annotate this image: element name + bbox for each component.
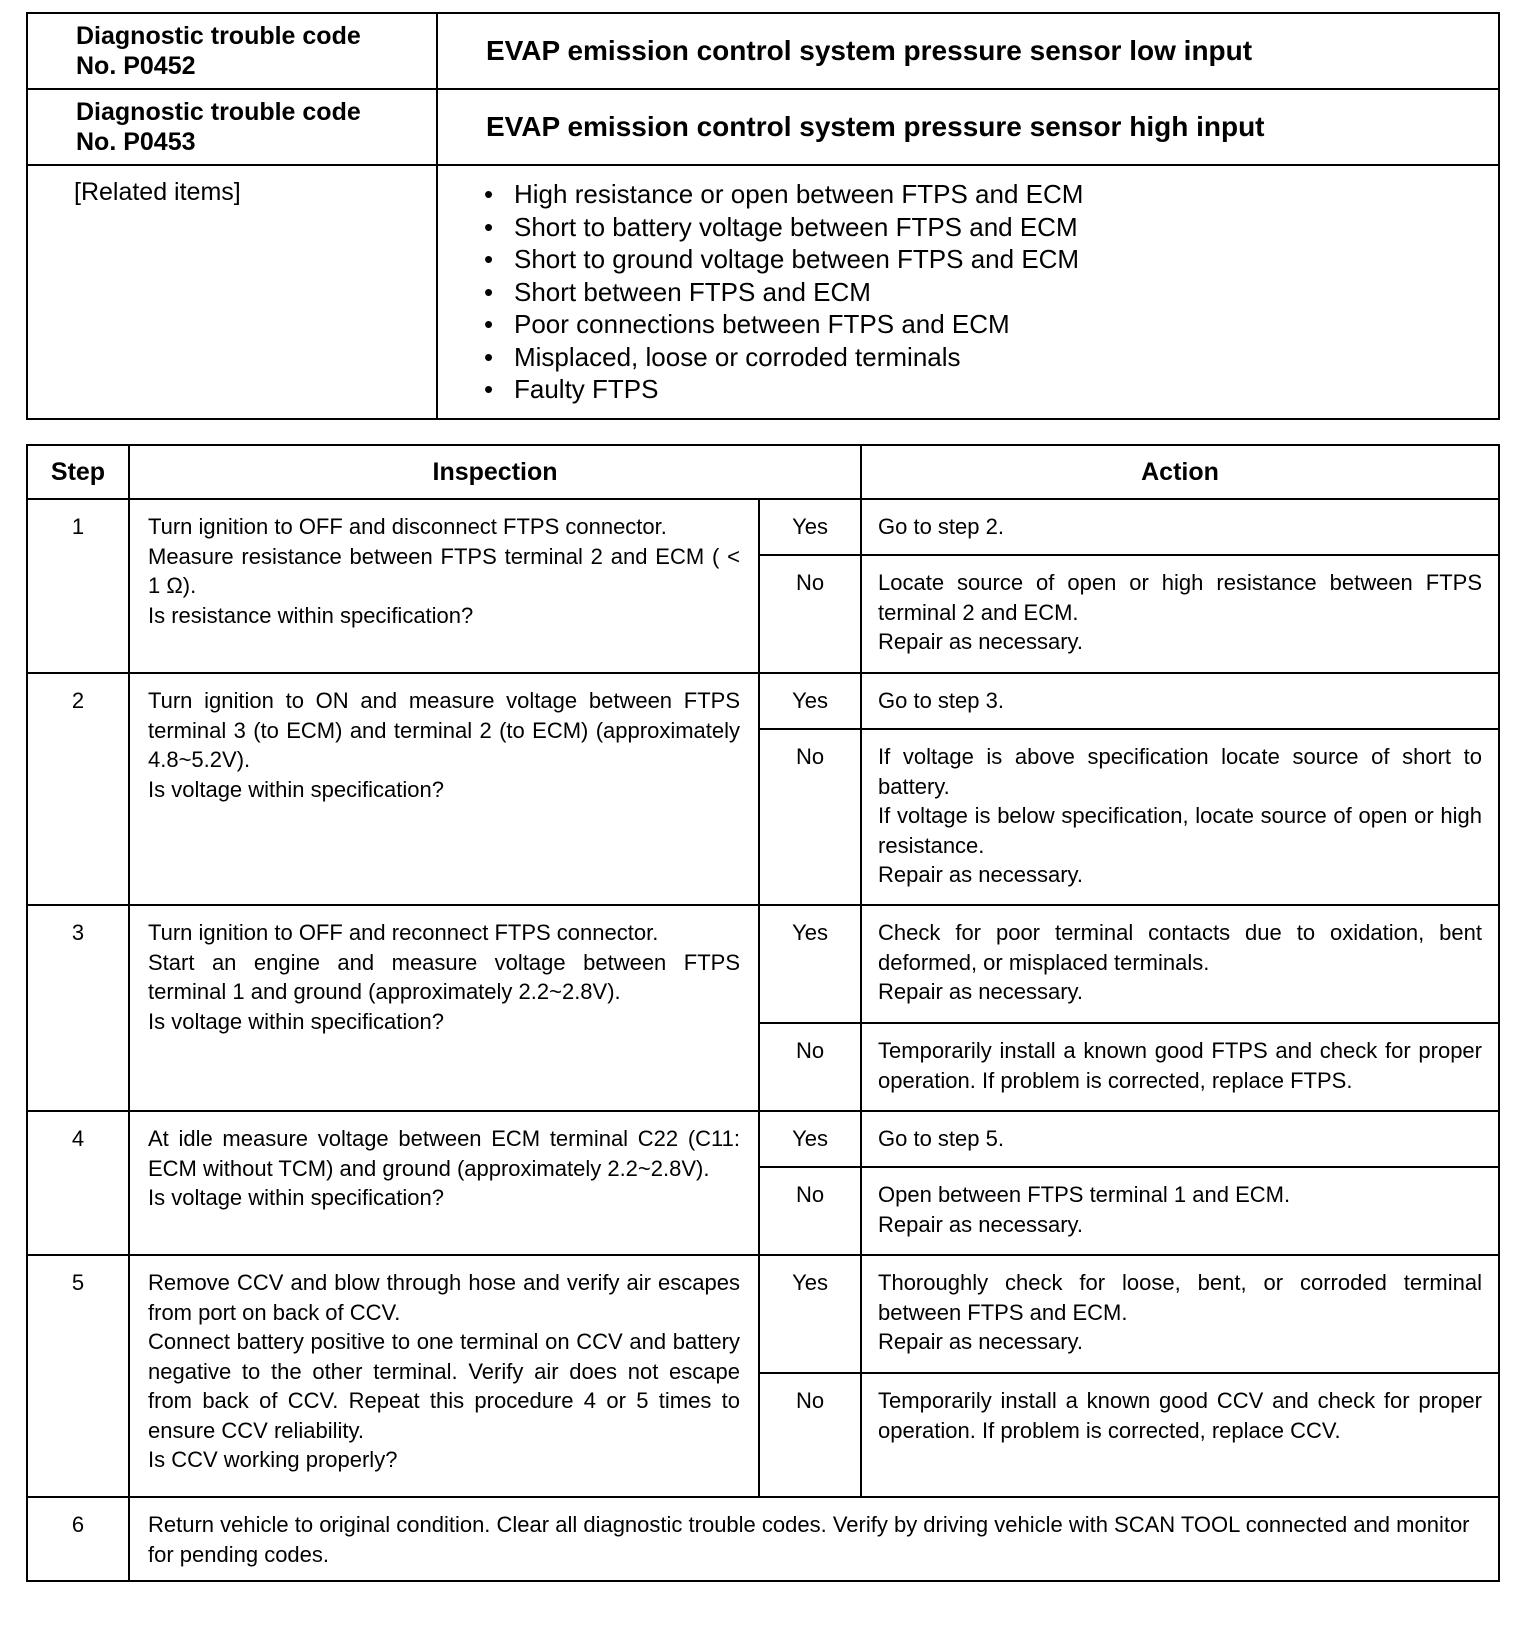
related-item: • High resistance or open between FTPS and ECM xyxy=(484,178,1498,211)
action-line: If voltage is below specification, locate source of open or high resistance. xyxy=(878,803,1482,858)
inspection-cell xyxy=(129,905,759,1111)
inspection-line: Is voltage within specification? xyxy=(148,1008,444,1034)
procedure-body xyxy=(27,499,1499,1581)
inspection-line: Is CCV working properly? xyxy=(148,1447,398,1472)
dtc-code: No. P0453 xyxy=(76,128,196,156)
action-line: Go to step 2. xyxy=(878,514,1004,539)
step-number: 2 xyxy=(27,673,129,905)
dtc-code: No. P0452 xyxy=(76,52,196,80)
dtc-title-p0453: EVAP emission control system pressure sensor high input xyxy=(437,89,1499,165)
dtc-row-p0452 xyxy=(27,13,1499,89)
dtc-label-p0453 xyxy=(27,89,437,165)
related-items-cell xyxy=(437,165,1499,419)
step-row-yes xyxy=(27,905,1499,1023)
inspection-line: Turn ignition to OFF and reconnect FTPS connector. xyxy=(148,920,659,945)
no-label: No xyxy=(759,729,861,905)
action-column-header: Action xyxy=(861,445,1499,499)
action-line: Repair as necessary. xyxy=(878,629,1084,654)
action-line: Thoroughly check for loose, bent, or corroded terminal between FTPS and ECM. xyxy=(878,1270,1482,1325)
no-label: No xyxy=(759,1023,861,1111)
inspection-column-header: Inspection xyxy=(129,445,861,499)
inspection-line: Is voltage within specification? xyxy=(148,776,444,802)
step-row-yes xyxy=(27,499,1499,555)
yes-action-cell xyxy=(861,1255,1499,1373)
inspection-cell xyxy=(129,673,759,905)
yes-action-cell xyxy=(861,673,1499,729)
step-row-yes xyxy=(27,673,1499,729)
dtc-row-p0453 xyxy=(27,89,1499,165)
yes-label: Yes xyxy=(759,905,861,1023)
final-step-text: Return vehicle to original condition. Clear all diagnostic trouble codes. Verify by driving vehicle with SCAN TOOL connected and monitor for pending codes. xyxy=(129,1497,1499,1581)
action-line: Repair as necessary. xyxy=(878,979,1084,1004)
yes-label: Yes xyxy=(759,1111,861,1167)
yes-action-cell xyxy=(861,1111,1499,1167)
step-row-yes xyxy=(27,1255,1499,1373)
inspection-line: Remove CCV and blow through hose and verify air escapes from port on back of CCV. xyxy=(148,1270,740,1325)
no-label: No xyxy=(759,1167,861,1255)
related-item: • Misplaced, loose or corroded terminals xyxy=(484,341,1498,374)
yes-action-cell xyxy=(861,905,1499,1023)
inspection-line: At idle measure voltage between ECM terminal C22 (C11: ECM without TCM) and ground (approximately 2.2~2.8V). xyxy=(148,1126,740,1181)
inspection-cell xyxy=(129,1255,759,1497)
action-line: Open between FTPS terminal 1 and ECM. xyxy=(878,1182,1291,1207)
procedure-header-row xyxy=(27,445,1499,499)
action-line: Repair as necessary. xyxy=(878,1329,1084,1354)
action-line: Go to step 3. xyxy=(878,688,1004,713)
inspection-line: Connect battery positive to one terminal on CCV and battery negative to the other terminal. Verify air does not escape from back of CCV. Repeat this procedure 4 or 5 times to ensure CCV reliability. xyxy=(148,1329,740,1443)
action-line: Go to step 5. xyxy=(878,1126,1004,1151)
inspection-line: Is resistance within specification? xyxy=(148,602,474,628)
inspection-line: Start an engine and measure voltage between FTPS terminal 1 and ground (approximately 2.2~2.8V). xyxy=(148,949,740,1004)
step-number: 6 xyxy=(27,1497,129,1581)
step-number: 1 xyxy=(27,499,129,673)
action-line: Repair as necessary. xyxy=(878,862,1084,887)
dtc-label-p0452 xyxy=(27,13,437,89)
related-item: • Short between FTPS and ECM xyxy=(484,276,1498,309)
no-action-cell xyxy=(861,1373,1499,1497)
no-action-cell xyxy=(861,1023,1499,1111)
action-line: If voltage is above specification locate source of short to battery. xyxy=(878,744,1482,799)
action-line: Check for poor terminal contacts due to oxidation, bent deformed, or misplaced terminals. xyxy=(878,920,1482,975)
step-row-yes xyxy=(27,1111,1499,1167)
yes-label: Yes xyxy=(759,499,861,555)
no-label: No xyxy=(759,555,861,673)
action-line: Temporarily install a known good FTPS and check for proper operation. If problem is corrected, replace FTPS. xyxy=(878,1038,1482,1093)
related-item: • Short to battery voltage between FTPS and ECM xyxy=(484,211,1498,244)
related-items-list xyxy=(484,178,1498,406)
dtc-label-line: Diagnostic trouble code xyxy=(76,98,361,126)
action-line: Locate source of open or high resistance between FTPS terminal 2 and ECM. xyxy=(878,570,1482,625)
related-item: • Poor connections between FTPS and ECM xyxy=(484,308,1498,341)
related-item: • Short to ground voltage between FTPS and ECM xyxy=(484,243,1498,276)
dtc-header-table xyxy=(26,12,1500,420)
inspection-cell xyxy=(129,1111,759,1255)
inspection-cell xyxy=(129,499,759,673)
inspection-line: Turn ignition to OFF and disconnect FTPS connector. xyxy=(148,514,667,539)
step-column-header: Step xyxy=(27,445,129,499)
action-line: Repair as necessary. xyxy=(878,1211,1084,1237)
dtc-label-line: Diagnostic trouble code xyxy=(76,22,361,50)
no-label: No xyxy=(759,1373,861,1497)
dtc-title-p0452: EVAP emission control system pressure sensor low input xyxy=(437,13,1499,89)
diagnostic-procedure-table xyxy=(26,444,1500,1582)
yes-label: Yes xyxy=(759,1255,861,1373)
final-step-row xyxy=(27,1497,1499,1581)
yes-label: Yes xyxy=(759,673,861,729)
step-number: 5 xyxy=(27,1255,129,1497)
related-item: • Faulty FTPS xyxy=(484,373,1498,406)
yes-action-cell xyxy=(861,499,1499,555)
no-action-cell xyxy=(861,555,1499,673)
related-items-row xyxy=(27,165,1499,419)
no-action-cell xyxy=(861,729,1499,905)
inspection-line: Is voltage within specification? xyxy=(148,1185,444,1210)
step-number: 4 xyxy=(27,1111,129,1255)
no-action-cell xyxy=(861,1167,1499,1255)
related-items-label: [Related items] xyxy=(27,165,437,419)
step-number: 3 xyxy=(27,905,129,1111)
action-line: Temporarily install a known good CCV and check for proper operation. If problem is corrected, replace CCV. xyxy=(878,1388,1482,1443)
inspection-line: Measure resistance between FTPS terminal 2 and ECM ( < 1 Ω). xyxy=(148,543,740,598)
inspection-line: Turn ignition to ON and measure voltage between FTPS terminal 3 (to ECM) and terminal 2 (to ECM) (approximately 4.8~5.2V). xyxy=(148,688,740,772)
